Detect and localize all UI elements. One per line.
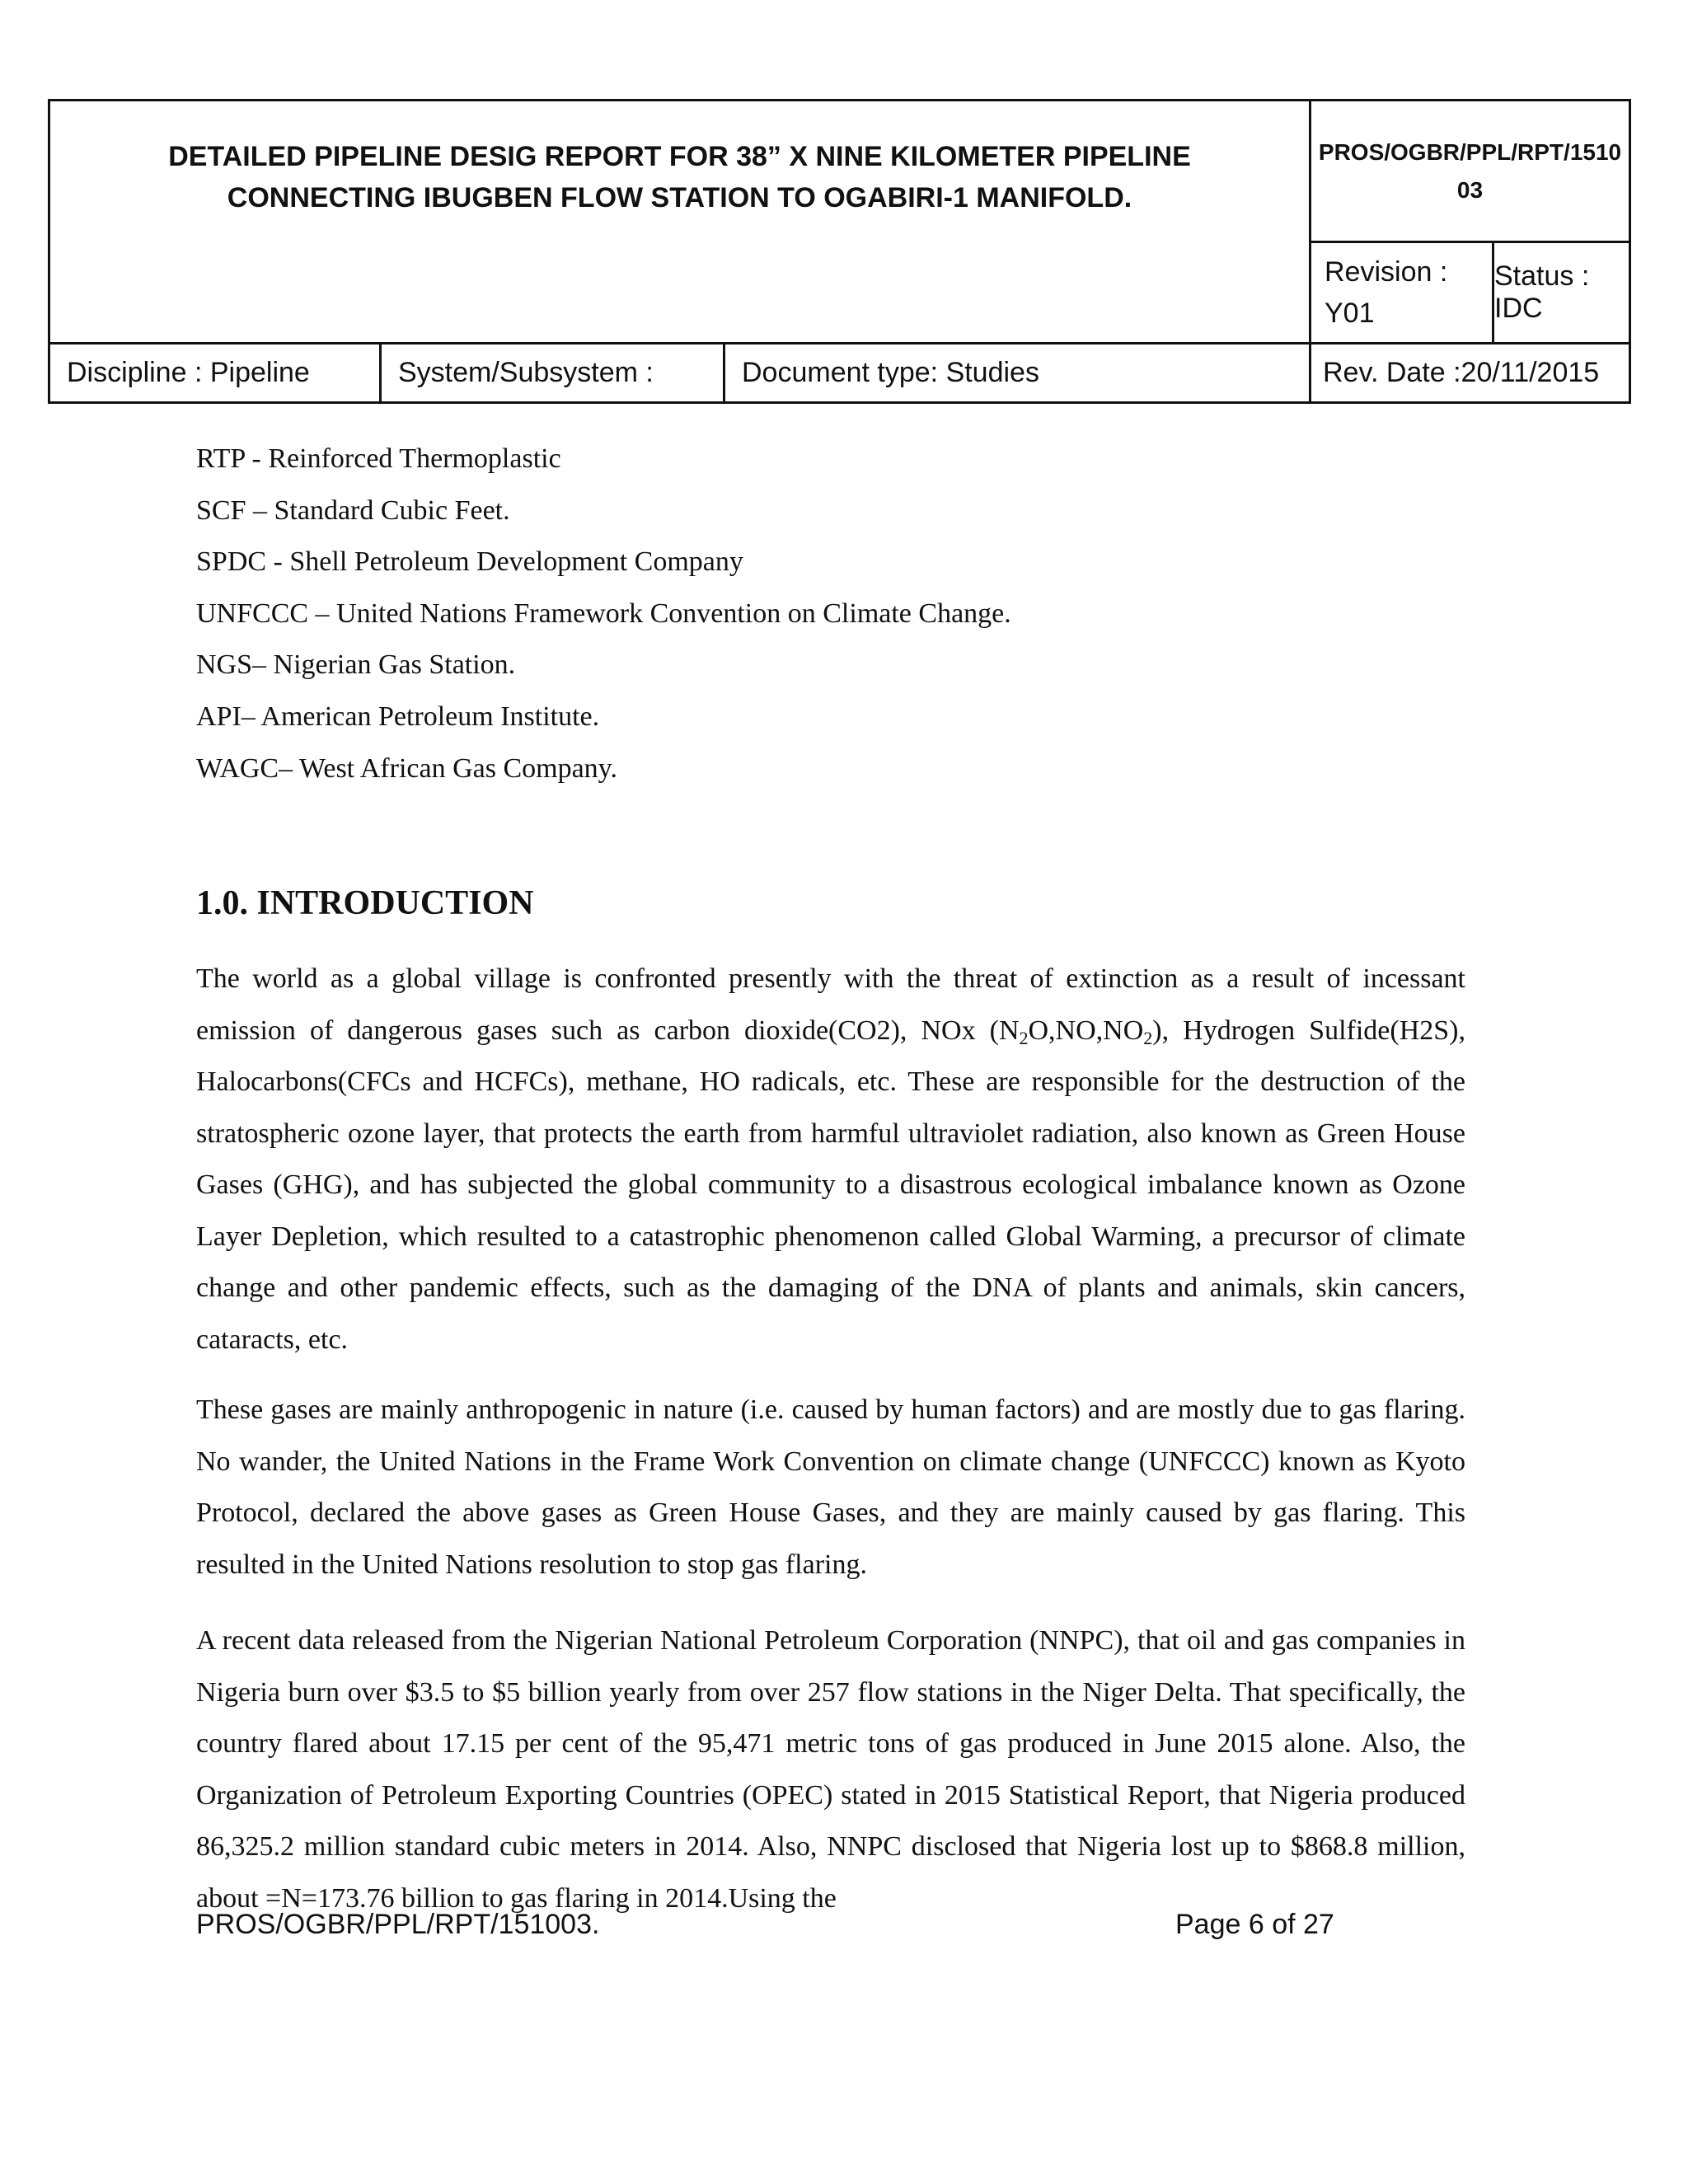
paragraph-gases: These gases are mainly anthropogenic in nature (i.e. caused by human factors) and are mostly due to gas flaring. No wander, the United Nations in the Frame Work Convention on climate change (UNFCCC) known as Kyoto Protocol, declared the above gases as Green House Gases, and they are mainly caused by gas flaring. This resulted in the United Nations resolution to stop gas flaring. bbox=[196, 1394, 1465, 1580]
header-table bbox=[48, 99, 1631, 404]
text-run: O,NO,NO bbox=[1028, 1015, 1144, 1046]
text-run: The world as a global village is confronted presently with the threat of extinction as a result of incessant emission of dangerous gases such as carbon dioxide(CO2), NOx (N bbox=[196, 963, 1465, 1046]
list-item: SCF – Standard Cubic Feet. bbox=[196, 494, 510, 526]
status: Status : IDC bbox=[1494, 260, 1590, 324]
paragraph-intro bbox=[196, 954, 1465, 1366]
doc-number-cell bbox=[1311, 101, 1629, 243]
subscript: 2 bbox=[1143, 1027, 1153, 1048]
revision-date: Rev. Date :20/11/2015 bbox=[1323, 357, 1600, 388]
footer-page-number: Page 6 of 27 bbox=[1175, 1909, 1334, 1940]
list-item: RTP - Reinforced Thermoplastic bbox=[196, 443, 561, 474]
list-item: SPDC - Shell Petroleum Development Company bbox=[196, 546, 743, 578]
list-item: UNFCCC – United Nations Framework Convention on Climate Change. bbox=[196, 598, 1011, 629]
title-cell bbox=[50, 101, 1311, 342]
revision: Revision : Y01 bbox=[1311, 243, 1494, 342]
abbreviation-list bbox=[196, 439, 1465, 800]
list-item: API– American Petroleum Institute. bbox=[196, 701, 600, 732]
header-meta-row bbox=[50, 342, 1629, 401]
list-item: WAGC– West African Gas Company. bbox=[196, 752, 617, 784]
document-type: Document type: Studies bbox=[725, 344, 1311, 401]
subscript: 2 bbox=[1019, 1027, 1029, 1048]
system-subsystem: System/Subsystem : bbox=[382, 344, 725, 401]
section-heading: 1.0. INTRODUCTION bbox=[196, 884, 534, 922]
footer-doc-ref: PROS/OGBR/PPL/RPT/151003. bbox=[196, 1909, 600, 1940]
discipline: Discipline : Pipeline bbox=[50, 344, 382, 401]
doc-number: PROS/OGBR/PPL/RPT/151003 bbox=[1318, 138, 1622, 203]
list-item: NGS– Nigerian Gas Station. bbox=[196, 649, 516, 681]
document-title: DETAILED PIPELINE DESIG REPORT FOR 38” X NINE KILOMETER PIPELINE CONNECTING IBUGBEN FLOW STATION TO OGABIRI-1 MANIFOLD. bbox=[168, 141, 1191, 213]
text-run: ), Hydrogen Sulfide(H2S), Halocarbons(CFCs and HCFCs), methane, HO radicals, etc. These are responsible for the destruction of the stratospheric ozone layer, that protects the earth from harmful ultraviolet radiation, also known as Green House Gases (GHG), and has subjected the global community to a disastrous ecological imbalance known as Ozone Layer Depletion, which resulted to a catastrophic phenomenon called Global Warming, a precursor of climate change and other pandemic effects, such as the damaging of the DNA of plants and animals, skin cancers, cataracts, etc. bbox=[196, 1015, 1465, 1355]
paragraph-data: A recent data released from the Nigerian National Petroleum Corporation (NNPC), that oil and gas companies in Nigeria burn over $3.5 to $5 billion yearly from over 257 flow stations in the Niger Delta. That specifically, the country flared about 17.15 per cent of the 95,471 metric tons of gas produced in June 2015 alone. Also, the Organization of Petroleum Exporting Countries (OPEC) stated in 2015 Statistical Report, that Nigeria produced 86,325.2 million standard cubic meters in 2014. Also, NNPC disclosed that Nigeria lost up to $868.8 million, about =N=173.76 billion to gas flaring in 2014.Using the bbox=[196, 1625, 1465, 1914]
